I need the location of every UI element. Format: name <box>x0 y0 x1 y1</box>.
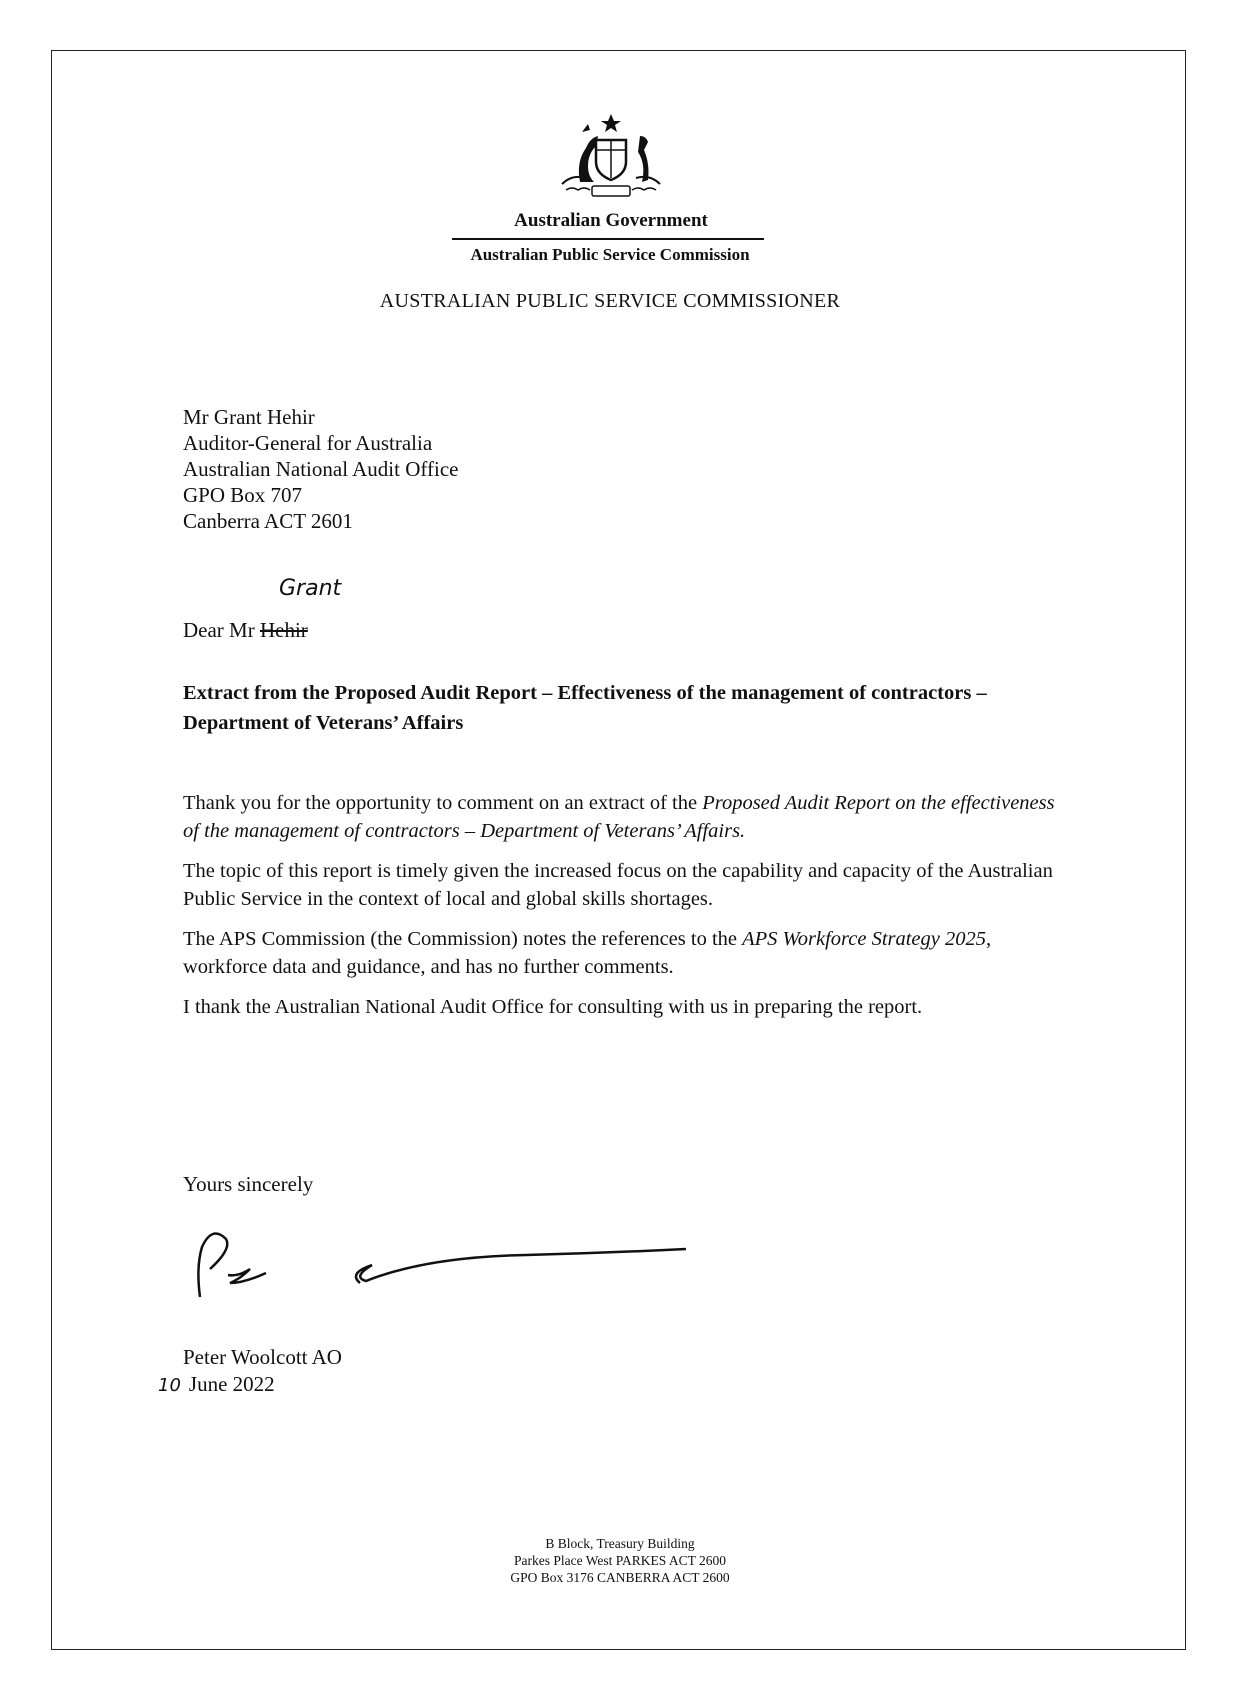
recipient-line: Mr Grant Hehir <box>183 405 315 429</box>
signatory-name: Peter Woolcott AO <box>183 1345 342 1369</box>
body-paragraph-3: The APS Commission (the Commission) notes the references to the APS Workforce Strategy 2025, workforce data and guidance, and has no further comments. <box>183 928 992 978</box>
printed-date: June 2022 <box>188 1372 275 1396</box>
recipient-line: Canberra ACT 2601 <box>183 509 353 533</box>
handwritten-signature-icon <box>190 1225 710 1305</box>
handwritten-day: 10 <box>158 1375 181 1396</box>
struck-surname: Hehir <box>259 618 308 642</box>
letter-body <box>183 789 1063 1033</box>
body-paragraph-4: I thank the Australian National Audit Office for consulting with us in preparing the report. <box>183 996 923 1018</box>
footer-line: B Block, Treasury Building <box>545 1536 695 1551</box>
recipient-line: GPO Box 707 <box>183 483 303 507</box>
footer-address <box>420 1535 820 1586</box>
report-title: Proposed Audit Report on the effectiveness of the management of contractors – Department of Veterans’ Affairs. <box>183 792 1055 842</box>
recipient-address <box>183 404 458 534</box>
letter-subject: Extract from the Proposed Audit Report – Effectiveness of the management of contractors – Department of Veterans’ Affairs <box>183 682 987 734</box>
salutation <box>183 618 308 643</box>
agency-name: Australian Public Service Commission <box>470 245 750 264</box>
government-name: Australian Government <box>514 210 708 231</box>
recipient-line: Australian National Audit Office <box>183 457 459 481</box>
footer-line: GPO Box 3176 CANBERRA ACT 2600 <box>510 1570 730 1585</box>
strategy-title: APS Workforce Strategy 2025 <box>742 928 987 950</box>
letter-date <box>158 1372 275 1397</box>
office-title: AUSTRALIAN PUBLIC SERVICE COMMISSIONER <box>379 290 841 312</box>
body-paragraph-1: Thank you for the opportunity to comment on an extract of the Proposed Audit Report on the effectiveness of the management of contractors – Department of Veterans’ Affairs. <box>183 792 1055 842</box>
salutation-prefix: Dear Mr <box>183 618 260 642</box>
footer-line: Parkes Place West PARKES ACT 2600 <box>513 1553 727 1568</box>
closing: Yours sincerely <box>183 1172 314 1196</box>
letterhead-divider <box>452 238 764 240</box>
handwritten-first-name: Grant <box>279 576 342 601</box>
commonwealth-coat-of-arms-icon <box>552 112 670 204</box>
recipient-line: Auditor-General for Australia <box>183 431 433 455</box>
body-paragraph-2: The topic of this report is timely given the increased focus on the capability and capacity of the Australian Public Service in the context of local and global skills shortages. <box>183 860 1053 910</box>
